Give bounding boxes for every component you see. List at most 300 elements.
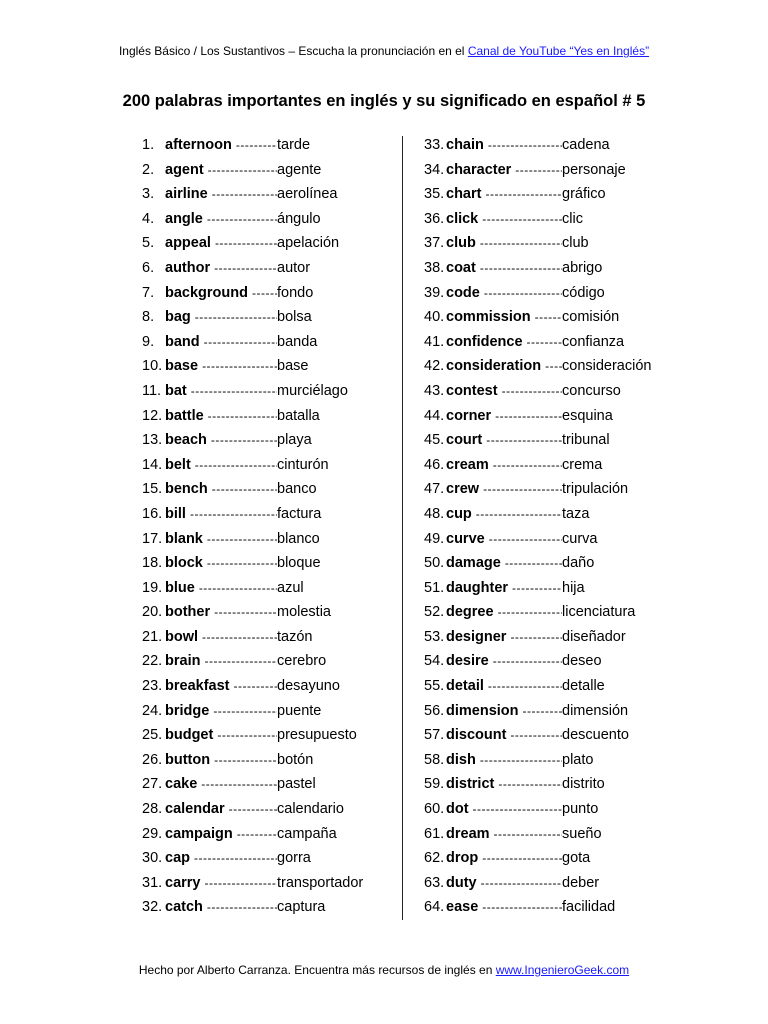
vocab-entry: [424, 699, 684, 724]
entry-number: 39.: [424, 284, 445, 301]
entry-number: 1.: [142, 137, 155, 153]
dash-leader: [211, 231, 277, 256]
dash-leader: [476, 231, 562, 256]
english-word: ease: [446, 899, 479, 916]
spanish-translation: puente: [277, 702, 322, 719]
vocab-entry: [424, 625, 684, 650]
dash-leader: [203, 895, 277, 920]
dash-leader: [531, 305, 562, 330]
english-word: cream: [446, 456, 489, 473]
spanish-translation: campaña: [277, 825, 337, 842]
spanish-translation: concurso: [562, 382, 621, 399]
entry-number: 64.: [424, 899, 445, 916]
footer-line: [0, 963, 768, 977]
entry-number: 63.: [424, 874, 445, 891]
spanish-translation: deber: [562, 874, 600, 891]
footer-text: Hecho por Alberto Carranza. Encuentra más recursos de inglés en: [138, 963, 496, 977]
entry-number: 54.: [424, 653, 445, 670]
entry-number: 31.: [142, 874, 163, 891]
english-word: bag: [165, 309, 191, 326]
vocab-entry: [142, 477, 397, 502]
vocab-entry: [142, 797, 397, 822]
spanish-translation: transportador: [277, 874, 364, 891]
vocab-entry: [142, 649, 397, 674]
vocab-entry: [142, 428, 397, 453]
spanish-translation: detalle: [562, 678, 605, 695]
dash-leader: [191, 305, 277, 330]
english-word: agent: [165, 161, 204, 178]
dash-leader: [200, 871, 277, 896]
spanish-translation: hija: [562, 579, 585, 596]
dash-leader: [480, 281, 562, 306]
entry-number: 34.: [424, 161, 445, 178]
dash-leader: [208, 477, 277, 502]
english-word: bridge: [165, 702, 210, 719]
vocab-entry: [424, 502, 684, 527]
vocab-entry: [142, 133, 397, 158]
spanish-translation: daño: [562, 555, 595, 572]
english-word: belt: [165, 456, 191, 473]
spanish-translation: aerolínea: [277, 186, 338, 203]
vocab-entry: [142, 527, 397, 552]
vocab-entry: [142, 576, 397, 601]
dash-leader: [494, 600, 562, 625]
entry-number: 19.: [142, 579, 163, 596]
english-word: consideration: [446, 358, 542, 375]
dash-leader: [210, 748, 277, 773]
spanish-translation: captura: [277, 899, 326, 916]
spanish-translation: deseo: [562, 653, 602, 670]
dash-leader: [490, 822, 562, 847]
dash-leader: [476, 748, 562, 773]
vocab-entry: [142, 305, 397, 330]
entry-number: 16.: [142, 505, 163, 522]
english-word: cake: [165, 776, 198, 793]
spanish-translation: blanco: [277, 530, 320, 547]
vocab-entry: [424, 527, 684, 552]
entry-number: 9.: [142, 333, 155, 350]
entry-number: 12.: [142, 407, 163, 424]
english-word: dish: [446, 751, 476, 768]
dash-leader: [198, 354, 277, 379]
spanish-translation: abrigo: [562, 259, 603, 276]
vocab-entry: [424, 822, 684, 847]
english-word: bowl: [165, 628, 199, 645]
dash-leader: [482, 428, 562, 453]
entry-number: 59.: [424, 776, 445, 793]
dash-leader: [481, 182, 562, 207]
dash-leader: [523, 330, 562, 355]
english-word: commission: [446, 309, 531, 326]
dash-leader: [204, 404, 277, 429]
vocab-entry: [424, 477, 684, 502]
spanish-translation: desayuno: [277, 678, 340, 695]
spanish-translation: licenciatura: [562, 604, 636, 621]
vocab-entry: [424, 772, 684, 797]
entry-number: 20.: [142, 604, 163, 621]
spanish-translation: fondo: [277, 284, 314, 301]
vocab-entry: [142, 699, 397, 724]
dash-leader: [498, 379, 562, 404]
entry-number: 35.: [424, 186, 445, 203]
entry-number: 50.: [424, 555, 445, 572]
dash-leader: [485, 527, 562, 552]
spanish-translation: plato: [562, 751, 594, 768]
entry-number: 28.: [142, 801, 163, 818]
entry-number: 5.: [142, 235, 155, 252]
english-word: afternoon: [165, 137, 232, 153]
entry-number: 47.: [424, 481, 445, 498]
vocab-entry: [142, 772, 397, 797]
english-word: degree: [446, 604, 494, 621]
entry-number: 43.: [424, 382, 445, 399]
entry-number: 8.: [142, 309, 155, 326]
dash-leader: [489, 649, 562, 674]
spanish-translation: código: [562, 284, 605, 301]
spanish-translation: playa: [277, 432, 312, 449]
english-word: chart: [446, 186, 482, 203]
vocab-entry: [142, 281, 397, 306]
vocab-entry: [424, 748, 684, 773]
dash-leader: [506, 625, 562, 650]
entry-number: 17.: [142, 530, 163, 547]
vocab-entry: [424, 576, 684, 601]
dash-leader: [207, 428, 277, 453]
spanish-translation: tazón: [277, 628, 313, 645]
vocab-entry: [142, 748, 397, 773]
dash-leader: [478, 207, 562, 232]
entry-number: 14.: [142, 456, 163, 473]
english-word: dimension: [446, 702, 519, 719]
english-word: confidence: [446, 333, 523, 350]
website-link[interactable]: www.IngenieroGeek.com: [495, 963, 630, 977]
vocab-entry: [424, 453, 684, 478]
english-word: daughter: [446, 579, 509, 596]
vocab-entry: [142, 379, 397, 404]
entry-number: 24.: [142, 702, 163, 719]
dash-leader: [484, 674, 562, 699]
spanish-translation: bolsa: [277, 309, 312, 326]
english-word: club: [446, 235, 476, 252]
entry-number: 13.: [142, 432, 163, 449]
english-word: court: [446, 432, 483, 449]
dash-leader: [203, 527, 277, 552]
dash-leader: [484, 133, 562, 158]
entry-number: 58.: [424, 751, 445, 768]
vocab-entry: [424, 305, 684, 330]
vocab-entry: [424, 182, 684, 207]
entry-number: 27.: [142, 776, 163, 793]
english-word: brain: [165, 653, 201, 670]
vocab-entry: [424, 281, 684, 306]
vocab-entry: [142, 502, 397, 527]
english-word: bat: [165, 382, 187, 399]
spanish-translation: botón: [277, 751, 314, 768]
vocab-entry: [424, 379, 684, 404]
english-word: coat: [446, 259, 476, 276]
vocab-entry: [424, 797, 684, 822]
vocab-entry: [424, 895, 684, 920]
dash-leader: [469, 797, 562, 822]
english-word: dream: [446, 825, 490, 842]
entry-number: 4.: [142, 210, 155, 227]
entry-number: 32.: [142, 899, 163, 916]
english-word: airline: [165, 186, 208, 203]
vocab-entry: [142, 846, 397, 871]
spanish-translation: batalla: [277, 407, 320, 424]
spanish-translation: banda: [277, 333, 318, 350]
english-word: desire: [446, 653, 489, 670]
entry-number: 7.: [142, 284, 155, 301]
english-word: blank: [165, 530, 203, 547]
english-word: campaign: [165, 825, 233, 842]
spanish-translation: cerebro: [277, 653, 327, 670]
dash-leader: [191, 453, 277, 478]
entry-number: 11.: [142, 382, 162, 399]
english-word: drop: [446, 850, 479, 867]
entry-number: 44.: [424, 407, 445, 424]
dash-leader: [506, 723, 562, 748]
spanish-translation: ángulo: [277, 210, 321, 227]
vocab-entry: [142, 404, 397, 429]
dash-leader: [232, 133, 277, 158]
entry-number: 26.: [142, 751, 163, 768]
spanish-translation: descuento: [562, 727, 629, 744]
dash-leader: [491, 404, 562, 429]
vocab-entry: [424, 404, 684, 429]
spanish-translation: consideración: [562, 358, 652, 375]
vocab-entry: [424, 723, 684, 748]
spanish-translation: distrito: [562, 776, 605, 793]
spanish-translation: apelación: [277, 235, 340, 252]
vocab-entry: [142, 256, 397, 281]
vocab-entry: [424, 158, 684, 183]
entry-number: 22.: [142, 653, 163, 670]
entry-number: 60.: [424, 801, 445, 818]
spanish-translation: crema: [562, 456, 603, 473]
spanish-translation: sueño: [562, 825, 602, 842]
spanish-translation: base: [277, 358, 309, 375]
dash-leader: [209, 699, 277, 724]
entry-number: 21.: [142, 628, 163, 645]
vocab-entry: [142, 895, 397, 920]
dash-leader: [478, 895, 562, 920]
english-word: calendar: [165, 801, 225, 818]
entry-number: 45.: [424, 432, 445, 449]
english-word: damage: [446, 555, 501, 572]
vocab-entry: [424, 551, 684, 576]
dash-leader: [494, 772, 562, 797]
page-title: 200 palabras importantes en inglés y su significado en español # 5: [122, 92, 646, 110]
dash-leader: [248, 281, 277, 306]
english-word: block: [165, 555, 203, 572]
vocab-entry: [424, 354, 684, 379]
spanish-translation: pastel: [277, 776, 316, 793]
vocab-entry: [142, 625, 397, 650]
spanish-translation: tarde: [277, 137, 311, 153]
english-word: base: [165, 358, 199, 375]
dash-leader: [204, 158, 277, 183]
english-word: bother: [165, 604, 211, 621]
english-word: author: [165, 259, 211, 276]
vocab-entry: [142, 453, 397, 478]
dash-leader: [479, 477, 562, 502]
english-word: breakfast: [165, 678, 230, 695]
dash-leader: [208, 182, 277, 207]
spanish-translation: factura: [277, 505, 322, 522]
vocab-entry: [424, 330, 684, 355]
spanish-translation: taza: [562, 505, 590, 522]
spanish-translation: clic: [562, 210, 583, 227]
entry-number: 30.: [142, 850, 163, 867]
spanish-translation: diseñador: [562, 628, 626, 645]
dash-leader: [210, 256, 277, 281]
entry-number: 18.: [142, 555, 163, 572]
spanish-translation: dimensión: [562, 702, 629, 719]
english-word: district: [446, 776, 495, 793]
dash-leader: [225, 797, 277, 822]
spanish-translation: tripulación: [562, 481, 629, 498]
english-word: duty: [446, 874, 477, 891]
vocab-entry: [424, 846, 684, 871]
english-word: bill: [165, 505, 186, 522]
english-word: button: [165, 751, 211, 768]
vocab-entry: [424, 133, 684, 158]
vocab-entry: [142, 871, 397, 896]
dash-leader: [476, 256, 562, 281]
entry-number: 46.: [424, 456, 445, 473]
english-word: cap: [165, 850, 190, 867]
entry-number: 57.: [424, 727, 445, 744]
vocab-entry: [142, 158, 397, 183]
dash-leader: [210, 600, 277, 625]
english-word: designer: [446, 628, 507, 645]
dash-leader: [508, 576, 562, 601]
header-text: Inglés Básico / Los Sustantivos – Escucha la pronunciación en el: [118, 44, 468, 58]
dash-leader: [200, 330, 277, 355]
entry-number: 23.: [142, 678, 163, 695]
spanish-translation: murciélago: [277, 382, 348, 399]
english-word: budget: [165, 727, 214, 744]
dash-leader: [229, 674, 277, 699]
spanish-translation: cinturón: [277, 456, 329, 473]
spanish-translation: gota: [562, 850, 591, 867]
vocab-entry: [142, 354, 397, 379]
dash-leader: [472, 502, 562, 527]
spanish-translation: cadena: [562, 137, 610, 153]
vocab-entry: [424, 871, 684, 896]
dash-leader: [203, 207, 277, 232]
english-word: band: [165, 333, 200, 350]
vocab-entry: [142, 822, 397, 847]
spanish-translation: azul: [277, 579, 304, 596]
entry-number: 10.: [142, 358, 163, 375]
english-word: beach: [165, 432, 207, 449]
english-word: crew: [446, 481, 480, 498]
spanish-translation: presupuesto: [277, 727, 357, 744]
entry-number: 15.: [142, 481, 163, 498]
entry-number: 2.: [142, 161, 155, 178]
dash-leader: [187, 379, 277, 404]
english-word: cup: [446, 505, 472, 522]
dash-leader: [203, 551, 277, 576]
english-word: bench: [165, 481, 208, 498]
dash-leader: [198, 625, 277, 650]
spanish-translation: autor: [277, 259, 311, 276]
spanish-translation: agente: [277, 161, 322, 178]
vocab-entry: [142, 182, 397, 207]
dash-leader: [200, 649, 277, 674]
entry-number: 55.: [424, 678, 445, 695]
english-word: character: [446, 161, 512, 178]
youtube-channel-link[interactable]: Canal de YouTube “Yes en Inglés”: [467, 44, 650, 58]
spanish-translation: club: [562, 235, 589, 252]
spanish-translation: curva: [562, 530, 598, 547]
entry-number: 41.: [424, 333, 445, 350]
english-word: appeal: [165, 235, 211, 252]
entry-number: 36.: [424, 210, 445, 227]
english-word: carry: [165, 874, 201, 891]
english-word: angle: [165, 210, 203, 227]
entry-number: 29.: [142, 825, 163, 842]
vocab-entry: [142, 723, 397, 748]
column-divider: [402, 136, 403, 920]
english-word: chain: [446, 137, 484, 153]
english-word: discount: [446, 727, 507, 744]
vocab-entry: [424, 207, 684, 232]
entry-number: 56.: [424, 702, 445, 719]
vocab-entry: [142, 600, 397, 625]
entry-number: 37.: [424, 235, 445, 252]
vocab-entry: [142, 231, 397, 256]
english-word: click: [446, 210, 479, 227]
entry-number: 61.: [424, 825, 445, 842]
entry-number: 40.: [424, 309, 445, 326]
dash-leader: [511, 158, 562, 183]
spanish-translation: facilidad: [562, 899, 616, 916]
vocab-entry: [424, 428, 684, 453]
dash-leader: [477, 871, 562, 896]
english-word: code: [446, 284, 480, 301]
spanish-translation: comisión: [562, 309, 620, 326]
entry-number: 48.: [424, 505, 445, 522]
spanish-translation: bloque: [277, 555, 321, 572]
spanish-translation: confianza: [562, 333, 625, 350]
dash-leader: [195, 576, 277, 601]
english-word: blue: [165, 579, 195, 596]
entry-number: 53.: [424, 628, 445, 645]
entry-number: 49.: [424, 530, 445, 547]
vocab-entry: [424, 231, 684, 256]
vocab-entry: [142, 330, 397, 355]
dash-leader: [478, 846, 562, 871]
entry-number: 25.: [142, 727, 163, 744]
spanish-translation: calendario: [277, 801, 344, 818]
word-list-left: [142, 133, 397, 920]
spanish-translation: molestia: [277, 604, 331, 621]
spanish-translation: tribunal: [562, 432, 610, 449]
entry-number: 38.: [424, 259, 445, 276]
entry-number: 52.: [424, 604, 445, 621]
dash-leader: [519, 699, 562, 724]
dash-leader: [541, 354, 562, 379]
dash-leader: [501, 551, 562, 576]
english-word: detail: [446, 678, 484, 695]
entry-number: 6.: [142, 259, 155, 276]
entry-number: 51.: [424, 579, 445, 596]
vocab-entry: [424, 256, 684, 281]
spanish-translation: personaje: [562, 161, 626, 178]
